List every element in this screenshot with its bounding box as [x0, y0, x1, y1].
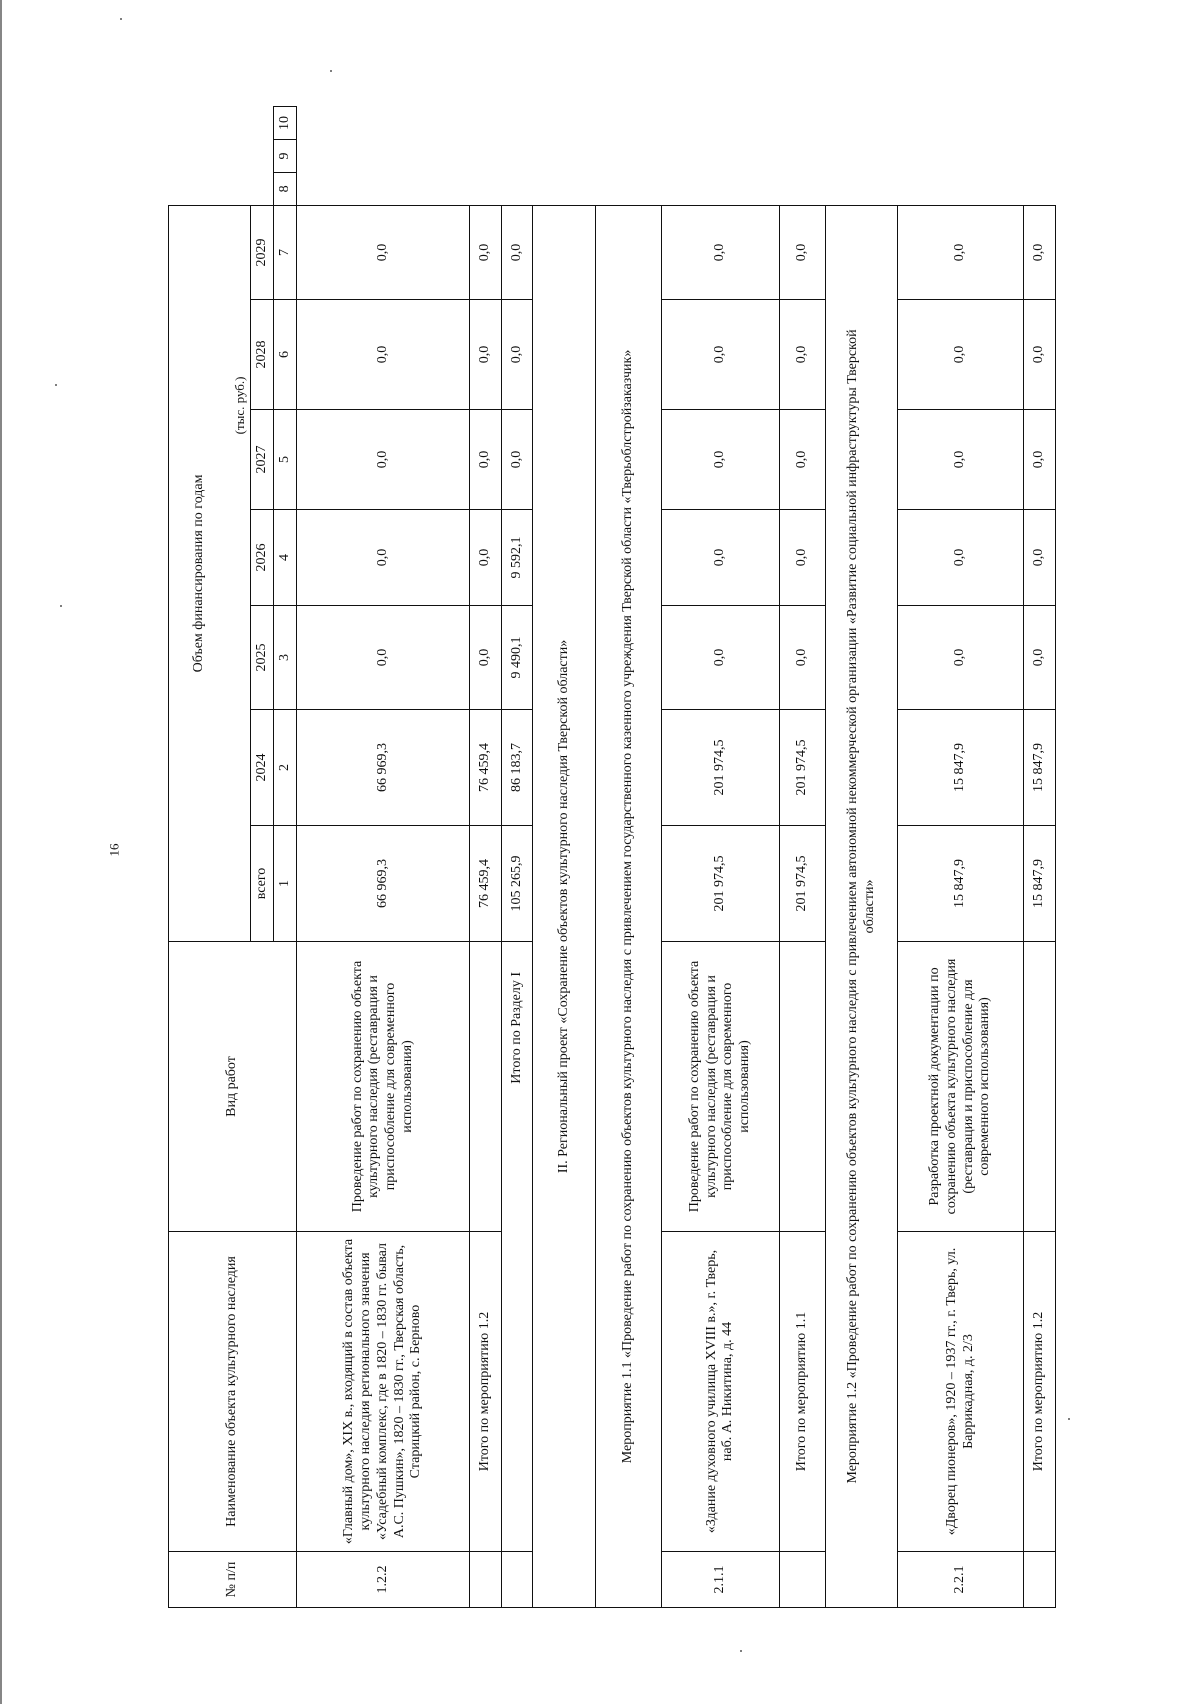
value-2026: 0,0 — [897, 510, 1023, 606]
measure-heading: Мероприятие 1.1 «Проведение работ по сохранению объектов культурного наследия с привлечением государственного казенного учреждения Тверской области «Тверьоблстройзаказчик» — [596, 205, 661, 1607]
header-year-2028: 2028 — [251, 300, 274, 410]
scan-speck — [740, 1650, 742, 1652]
heritage-object-name: «Здание духовного училища XVIII в.», г. Тверь, наб. А. Никитина, д. 44 — [661, 1232, 779, 1552]
value-2026: 9 592,1 — [501, 510, 533, 606]
value-2026: 0,0 — [1024, 510, 1056, 606]
value-2029: 0,0 — [470, 205, 502, 299]
index-cell: 10 — [274, 107, 297, 140]
scan-speck — [60, 605, 62, 607]
value-2024: 15 847,9 — [1024, 710, 1056, 826]
value-2026: 0,0 — [297, 510, 470, 606]
scan-speck — [1068, 1418, 1070, 1420]
value-2026: 0,0 — [470, 510, 502, 606]
value-2025: 9 490,1 — [501, 606, 533, 710]
scan-edge — [0, 0, 2, 1704]
header-year-2024: 2024 — [251, 710, 274, 826]
value-2026: 0,0 — [661, 510, 779, 606]
value-2027: 0,0 — [501, 410, 533, 510]
header-no: № п/п — [169, 1552, 297, 1608]
row-number: 2.1.1 — [661, 1552, 779, 1608]
section-heading-row — [533, 107, 596, 1608]
scan-speck — [120, 18, 122, 20]
value-2025: 0,0 — [897, 606, 1023, 710]
total-row — [501, 107, 533, 1608]
value-2024: 15 847,9 — [897, 710, 1023, 826]
value-total: 66 969,3 — [297, 826, 470, 942]
work-type: Проведение работ по сохранению объекта культурного наследия (реставрация и приспособление для современного использования) — [661, 942, 779, 1232]
value-2026: 0,0 — [779, 510, 825, 606]
value-2027: 0,0 — [1024, 410, 1056, 510]
row-number: 1.2.2 — [297, 1552, 470, 1608]
page-number: 16 — [106, 843, 122, 857]
value-2029: 0,0 — [297, 205, 470, 299]
value-2025: 0,0 — [1024, 606, 1056, 710]
table-row — [297, 107, 470, 1608]
header-year-2029: 2029 — [251, 205, 274, 299]
heritage-object-name: «Дворец пионеров», 1920 – 1937 гг., г. Тверь, ул. Баррикадная, д. 2/3 — [897, 1232, 1023, 1552]
value-2027: 0,0 — [661, 410, 779, 510]
value-2024: 86 183,7 — [501, 710, 533, 826]
header-total: всего — [251, 826, 274, 942]
header-work: Вид работ — [169, 942, 297, 1232]
measure-heading-row — [596, 107, 661, 1608]
value-2024: 201 974,5 — [661, 710, 779, 826]
value-2029: 0,0 — [1024, 205, 1056, 299]
row-number: 2.2.1 — [897, 1552, 1023, 1608]
value-2027: 0,0 — [297, 410, 470, 510]
value-total: 15 847,9 — [1024, 826, 1056, 942]
value-2027: 0,0 — [779, 410, 825, 510]
total-row — [779, 107, 825, 1608]
value-2029: 0,0 — [779, 205, 825, 299]
header-funding: Объем финансирования по годам — [169, 205, 230, 941]
value-total: 76 459,4 — [470, 826, 502, 942]
table-row — [661, 107, 779, 1608]
measure-heading: Мероприятие 1.2 «Проведение работ по сохранению объектов культурного наследия с привлечением автономной некоммерческой организации «Развитие социальной инфраструктуры Тверской области» — [826, 205, 898, 1607]
section-total-label: Итого по Разделу I — [501, 942, 533, 1552]
work-type: Разработка проектной документации по сохранению объекта культурного наследия (реставрация и приспособление для современного использования) — [897, 942, 1023, 1232]
header-row-1 — [169, 107, 230, 1608]
value-2027: 0,0 — [470, 410, 502, 510]
value-total: 15 847,9 — [897, 826, 1023, 942]
rotated-table-stage — [168, 106, 1056, 1608]
index-cell: 1 — [274, 826, 297, 942]
total-label: Итого по мероприятию 1.2 — [1024, 1232, 1056, 1552]
index-cell: 4 — [274, 510, 297, 606]
value-2024: 76 459,4 — [470, 710, 502, 826]
header-unit: (тыс. руб.) — [230, 205, 251, 941]
value-2025: 0,0 — [470, 606, 502, 710]
value-2027: 0,0 — [897, 410, 1023, 510]
index-cell: 5 — [274, 410, 297, 510]
value-2028: 0,0 — [661, 300, 779, 410]
measure-heading-row — [826, 107, 898, 1608]
work-type: Проведение работ по сохранению объекта культурного наследия (реставрация и приспособление для современного использования) — [297, 942, 470, 1232]
index-cell: 3 — [274, 606, 297, 710]
index-cell: 2 — [274, 710, 297, 826]
value-total: 201 974,5 — [779, 826, 825, 942]
scan-speck — [330, 70, 332, 72]
value-2029: 0,0 — [661, 205, 779, 299]
header-year-2025: 2025 — [251, 606, 274, 710]
value-2025: 0,0 — [297, 606, 470, 710]
value-2029: 0,0 — [897, 205, 1023, 299]
header-year-2026: 2026 — [251, 510, 274, 606]
value-total: 105 265,9 — [501, 826, 533, 942]
total-label: Итого по мероприятию 1.1 — [779, 1232, 825, 1552]
scan-speck — [55, 384, 57, 386]
value-2028: 0,0 — [779, 300, 825, 410]
value-2028: 0,0 — [470, 300, 502, 410]
total-label: Итого по мероприятию 1.2 — [470, 1232, 502, 1552]
value-2029: 0,0 — [501, 205, 533, 299]
total-row — [470, 107, 502, 1608]
funding-table — [168, 106, 1056, 1608]
value-2028: 0,0 — [1024, 300, 1056, 410]
heritage-object-name: «Главный дом», XIX в., входящий в состав объекта культурного наследия регионального значения «Усадебный комплекс, где в 1820 – 1830 гг. бывал А.С. Пушкин», 1820 – 1830 гг., Тверская область, Старицкий район, с. Берново — [297, 1232, 470, 1552]
header-name: Наименование объекта культурного наследия — [169, 1232, 297, 1552]
value-total: 201 974,5 — [661, 826, 779, 942]
section-heading: II. Региональный проект «Сохранение объектов культурного наследия Тверской области» — [533, 205, 596, 1607]
index-cell: 7 — [274, 205, 297, 299]
value-2024: 201 974,5 — [779, 710, 825, 826]
header-year-2027: 2027 — [251, 410, 274, 510]
value-2024: 66 969,3 — [297, 710, 470, 826]
value-2028: 0,0 — [501, 300, 533, 410]
value-2025: 0,0 — [779, 606, 825, 710]
index-cell: 8 — [274, 172, 297, 205]
table-row — [897, 107, 1023, 1608]
value-2028: 0,0 — [297, 300, 470, 410]
index-cell: 9 — [274, 139, 297, 172]
value-2028: 0,0 — [897, 300, 1023, 410]
total-row — [1024, 107, 1056, 1608]
index-cell: 6 — [274, 300, 297, 410]
value-2025: 0,0 — [661, 606, 779, 710]
